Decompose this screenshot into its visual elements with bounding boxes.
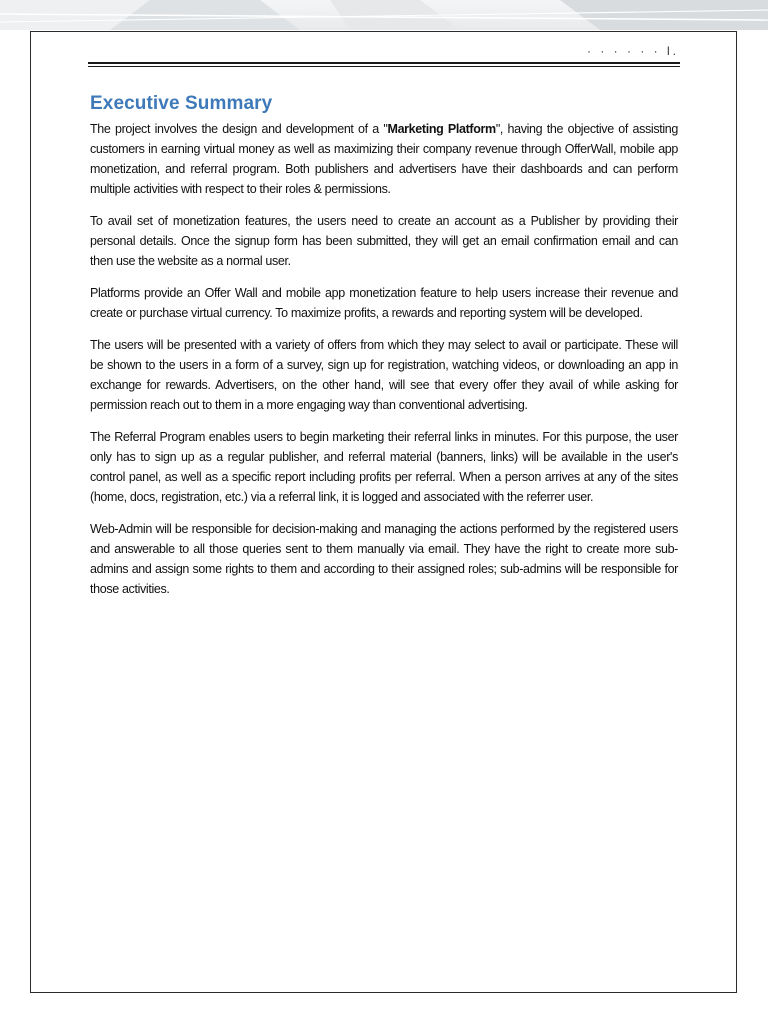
section-title: Executive Summary: [90, 93, 273, 114]
header-rule: [88, 62, 680, 68]
project-name: Marketing Platform: [387, 122, 496, 136]
paragraph-2: To avail set of monetization features, the users need to create an account as a Publisher by providing their personal details. Once the signup form has been submitted, they will get an email confirmation email and can then use the website as a normal user.: [90, 214, 678, 268]
top-decoration-graphic: [0, 0, 768, 30]
paragraph-3: Platforms provide an Offer Wall and mobile app monetization feature to help users increase their revenue and create or purchase virtual currency. To maximize profits, a rewards and reporting system will be developed.: [90, 286, 678, 320]
paragraph-6: Web-Admin will be responsible for decision-making and managing the actions performed by the registered users and answerable to all those queries sent to them manually via email. They have the right to create more sub-admins and assign some rights to them and according to their assigned roles; sub-admins will be responsible for those activities.: [90, 522, 678, 596]
paragraph-1-rest: ", having the objective of assisting customers in earning virtual money as well as maximizing their company revenue through OfferWall, mobile app monetization, and referral program. Both publishers and advertisers have their dashboards and can perform multiple activities with respect to their roles & permissions.: [90, 122, 679, 196]
paragraph-1: [90, 119, 678, 199]
paragraph-1-start: The project involves the design and development of a ": [90, 122, 388, 136]
paragraph-4: The users will be presented with a variety of offers from which they may select to avail or participate. These will be shown to the users in a form of a survey, sign up for registration, watching videos, or downloading an app in exchange for rewards. Advertisers, on the other hand, will see that every offer they avail of while asking for permission reach out to them in a more engaging way than conventional advertising.: [90, 338, 678, 412]
paragraph-5: The Referral Program enables users to begin marketing their referral links in minutes. For this purpose, the user only has to sign up as a regular publisher, and referral material (banners, links) will be available in the user's control panel, as well as a specific report including profits per referral. When a person arrives at any of the sites (home, docs, registration, etc.) via a referral link, it is logged and associated with the referrer user.: [90, 430, 678, 504]
header-rule-thin: [88, 66, 680, 67]
running-header: · · · · · · l.: [587, 44, 679, 58]
page-top-decoration: [0, 0, 768, 30]
document-body: [90, 93, 678, 611]
header-rule-thick: [88, 62, 680, 64]
